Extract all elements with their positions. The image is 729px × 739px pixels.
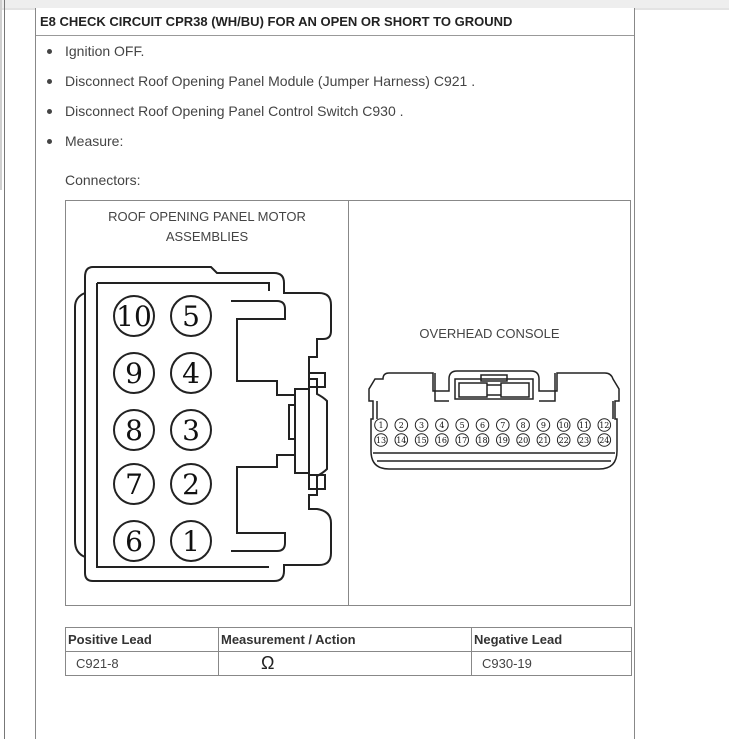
step-text: Measure: — [65, 133, 124, 149]
pin-label: 5 — [182, 300, 200, 333]
connector-divider — [348, 201, 349, 605]
procedure-page — [35, 8, 635, 739]
table-row — [66, 652, 632, 676]
top-bar — [0, 0, 729, 8]
left-connector-title: ROOF OPENING PANEL MOTOR ASSEMBLIES — [108, 209, 306, 244]
step-header: E8 CHECK CIRCUIT CPR38 (WH/BU) FOR AN OPEN OR SHORT TO GROUND — [36, 8, 634, 36]
connector-diagram-box — [65, 200, 631, 606]
bullet-icon — [47, 79, 52, 84]
pin-label: 17 — [457, 436, 468, 445]
step-text: Disconnect Roof Opening Panel Module (Jumper Harness) C921 . — [65, 73, 476, 89]
pin-label: 2 — [182, 468, 200, 501]
pin-label: 24 — [599, 436, 610, 445]
pin-label: 2 — [398, 421, 404, 430]
left-frame-edge — [4, 0, 5, 739]
step-list — [36, 41, 626, 161]
pin-label: 10 — [558, 421, 569, 430]
pin-label: 8 — [125, 414, 143, 447]
list-item — [36, 71, 626, 101]
bullet-icon — [47, 109, 52, 114]
measurement-table — [65, 627, 632, 676]
list-item — [36, 41, 626, 71]
pin-label: 5 — [459, 421, 465, 430]
pin-label: 4 — [439, 421, 445, 430]
pin-label: 11 — [578, 421, 590, 430]
pin-label: 9 — [540, 421, 546, 430]
measurement-cell: Ω — [219, 652, 472, 676]
pin-label: 7 — [125, 468, 143, 501]
pin-label: 7 — [500, 421, 506, 430]
pin-label: 6 — [125, 525, 143, 558]
pin-label: 3 — [182, 414, 200, 447]
step-text: Disconnect Roof Opening Panel Control Switch C930 . — [65, 103, 404, 119]
bullet-icon — [47, 139, 52, 144]
bullet-icon — [47, 49, 52, 54]
pin-label: 1 — [182, 525, 200, 558]
pin-label: 13 — [375, 436, 387, 445]
pin-label: 19 — [497, 436, 508, 445]
pin-label: 23 — [578, 436, 590, 445]
connectors-label: Connectors: — [65, 172, 141, 188]
positive-lead-cell: C921-8 — [66, 652, 219, 676]
left-scroll-track — [0, 0, 2, 190]
pin-label: 10 — [116, 300, 152, 333]
pin-label: 8 — [520, 421, 526, 430]
pin-label: 6 — [479, 421, 486, 430]
pin-label: 3 — [419, 421, 425, 430]
pin-label: 14 — [396, 436, 407, 445]
step-text: Ignition OFF. — [65, 43, 145, 59]
right-connector-title: OVERHEAD CONSOLE — [419, 326, 560, 341]
pin-label: 18 — [477, 436, 488, 445]
list-item — [36, 101, 626, 131]
pin-label: 12 — [599, 421, 610, 430]
column-header: Positive Lead — [66, 628, 219, 652]
pin-label: 1 — [378, 421, 384, 430]
pin-label: 21 — [538, 436, 549, 445]
list-item — [36, 131, 626, 161]
pin-label: 15 — [416, 436, 427, 445]
console-connector-drawing — [363, 361, 627, 481]
column-header: Measurement / Action — [219, 628, 472, 652]
column-header: Negative Lead — [472, 628, 632, 652]
negative-lead-cell: C930-19 — [472, 652, 632, 676]
motor-connector-drawing — [71, 261, 343, 591]
pin-label: 16 — [436, 436, 447, 445]
pin-label: 9 — [125, 357, 143, 390]
pin-label: 20 — [518, 436, 529, 445]
pin-label: 22 — [558, 436, 569, 445]
pin-label: 4 — [182, 357, 200, 390]
